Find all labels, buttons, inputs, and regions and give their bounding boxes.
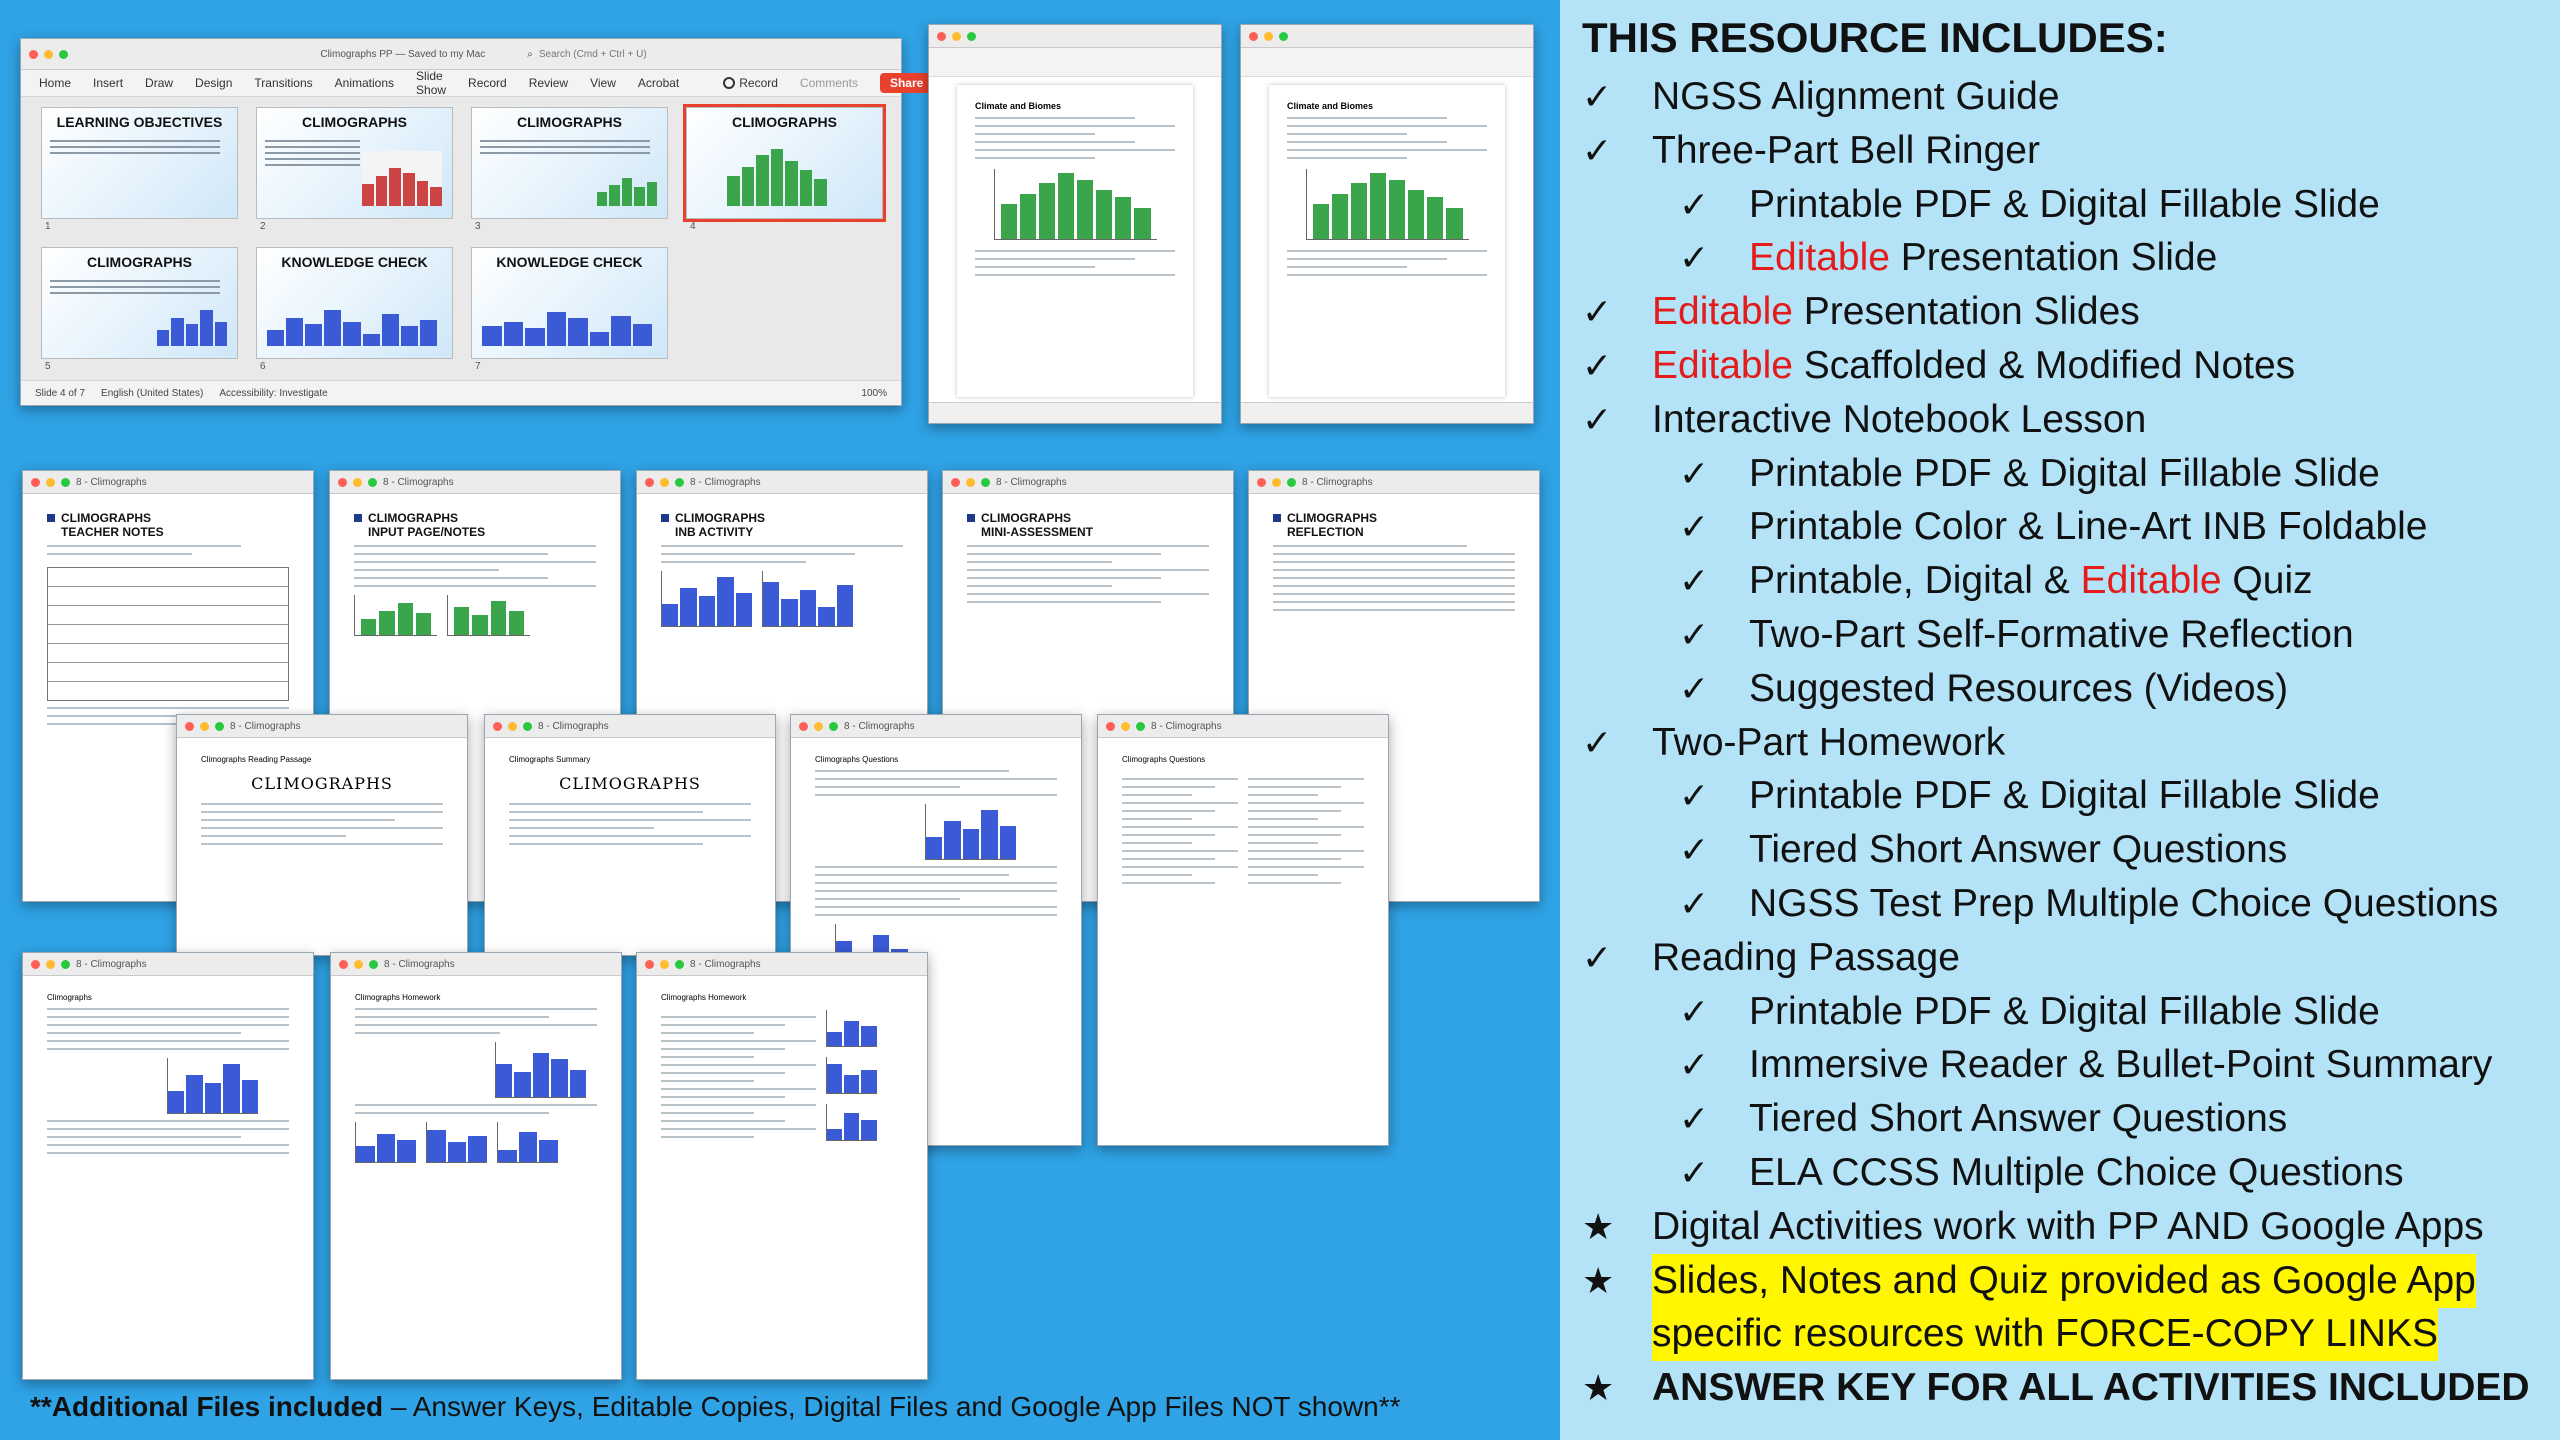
zoom-icon[interactable] [61,960,70,969]
minimize-icon[interactable] [1121,722,1130,731]
close-icon[interactable] [799,722,808,731]
checkmark-icon: ✓ [1679,1152,1710,1193]
climograph-thumbnail [826,1057,877,1094]
ribbon-menu [21,69,924,97]
star-icon: ★ [1582,1205,1615,1247]
doc-name: Climographs Summary [509,755,591,764]
bullet-square [1273,514,1281,522]
climograph-thumbnail [994,169,1157,240]
menu-animations[interactable]: Animations [334,76,395,90]
footer-rest: – Answer Keys, Editable Copies, Digital Files and Google App Files NOT shown** [383,1391,1401,1422]
item-text: Two-Part Self-Formative Reflection [1749,613,2354,656]
minimize-icon[interactable] [660,960,669,969]
item-text: Slides, Notes and Quiz provided as Google App [1652,1258,2476,1302]
title-bar [637,471,927,494]
app-title: 8 - Climographs [690,476,761,488]
resource-item [1652,1200,2484,1254]
resource-item [1652,716,2005,770]
slide-thumbnail[interactable] [471,107,668,219]
bullet-square [967,514,975,522]
resource-item [1749,877,2498,931]
title-bar [177,715,467,738]
zoom-icon[interactable] [369,960,378,969]
minimize-icon[interactable] [46,960,55,969]
title-bar [1098,715,1388,738]
minimize-icon[interactable] [200,722,209,731]
item-text: NGSS Test Prep Multiple Choice Questions [1749,882,2499,925]
resource-item [1749,608,2354,662]
record-label: Record [739,76,778,90]
slide-title: CLIMOGRAPHS [732,114,837,130]
app-title: 8 - Climographs [230,720,301,732]
slide-sorter [21,97,901,381]
doc-title: CLIMOGRAPHS [559,774,701,793]
title-bar [943,471,1233,494]
close-icon[interactable] [31,478,40,487]
item-text: Reading Passage [1652,935,1960,979]
climograph-thumbnail [762,571,853,627]
checkmark-icon: ✓ [1679,614,1710,655]
slide-thumbnail-selected[interactable] [686,107,883,219]
item-text: Printable Color & Line-Art INB Foldable [1749,505,2428,549]
slide-number: 5 [45,361,51,372]
resource-item [1749,662,2288,716]
footer-bold: **Additional Files included [30,1391,384,1422]
document-page [1110,745,1376,1135]
doc-title: CLIMOGRAPHS [981,511,1071,525]
menu-review[interactable]: Review [528,76,569,90]
document-page [343,983,609,1369]
resource-item [1749,769,2380,823]
climograph-thumbnail [661,571,752,627]
checkmark-icon: ✓ [1582,291,1613,333]
resource-item [1749,1146,2404,1200]
app-title: 8 - Climographs [690,958,761,970]
checkmark-icon: ✓ [1679,560,1710,602]
bullet-square [661,514,669,522]
doc-name: Climographs Questions [1122,755,1206,764]
reading-mc-questions-window[interactable] [1097,714,1389,1146]
document-page [189,745,455,945]
bell-ringer-key-doc-window[interactable] [1240,24,1534,424]
item-text: specific resources with FORCE-COPY LINKS [1652,1312,2438,1356]
document-page [497,745,763,945]
minimize-icon[interactable] [1272,478,1281,487]
minimize-icon[interactable] [508,722,517,731]
checkmark-icon: ✓ [1582,721,1613,763]
doc-title: CLIMOGRAPHS [1287,511,1377,525]
resource-item [1749,178,2380,232]
document-page [957,85,1193,397]
minimize-icon[interactable] [952,32,961,41]
climograph-thumbnail [426,1122,487,1163]
item-text: Digital Activities work with PP AND Google Apps [1652,1204,2484,1248]
checkmark-icon: ✓ [1582,936,1613,978]
resource-item [1652,70,2060,124]
homework-part-a-window[interactable] [22,952,314,1380]
menu-home[interactable]: Home [39,76,72,90]
resource-item [1749,500,2427,554]
close-icon[interactable] [339,960,348,969]
document-page [1269,85,1505,397]
checkmark-icon: ✓ [1679,829,1710,871]
climograph-thumbnail [925,804,1016,860]
climograph-thumbnail [1306,169,1469,240]
minimize-icon[interactable] [1264,32,1273,41]
menu-acrobat[interactable]: Acrobat [637,76,680,90]
share-button[interactable]: Share [880,73,933,93]
slide-title: CLIMOGRAPHS [517,114,622,130]
app-title: 8 - Climographs [384,958,455,970]
doc-heading: Climate and Biomes [1287,101,1374,111]
slide-counter: Slide 4 of 7 [35,387,86,399]
item-text: Two-Part Homework [1652,720,2006,764]
status-bar [1241,402,1533,423]
close-icon[interactable] [1249,32,1258,41]
doc-subtitle: MINI-ASSESSMENT [981,525,1094,539]
doc-name: Climographs Questions [815,755,899,764]
minimize-icon[interactable] [814,722,823,731]
bullet-square [47,514,55,522]
slide-title: LEARNING OBJECTIVES [56,114,223,130]
menu-record[interactable]: Record [468,76,507,90]
checkmark-icon: ✓ [1679,775,1710,817]
record-icon [723,77,735,89]
checkmark-icon: ✓ [1582,398,1613,440]
zoom-icon[interactable] [59,50,68,59]
item-text: Immersive Reader & Bullet-Point Summary [1749,1043,2493,1087]
doc-heading: Climate and Biomes [975,101,1062,111]
editable-highlight: Editable [1652,344,1793,387]
doc-subtitle: TEACHER NOTES [61,525,164,539]
zoom-icon[interactable] [1136,722,1145,731]
homework-part-b-window[interactable] [330,952,622,1380]
item-text: Presentation Slide [1889,236,2218,280]
checkmark-icon: ✓ [1582,129,1613,171]
homework-mc-window[interactable] [636,952,928,1380]
item-text: Printable, Digital & [1749,559,2081,603]
resource-item [1749,231,2217,285]
zoom-icon[interactable] [1287,478,1296,487]
slide-thumbnail[interactable] [41,247,238,359]
item-text: NGSS Alignment Guide [1652,75,2060,118]
zoom-icon[interactable] [368,478,377,487]
bullet-square [354,514,362,522]
reading-passage-window[interactable] [176,714,468,956]
item-text: Tiered Short Answer Questions [1749,828,2288,872]
zoom-icon[interactable] [675,478,684,487]
title-bar [1241,25,1533,48]
star-icon: ★ [1582,1259,1615,1301]
accessibility-indicator[interactable]: Accessibility: Investigate [219,387,328,399]
title-bar [791,715,1081,738]
resource-item [1749,1038,2492,1092]
climograph-thumbnail [355,1122,416,1163]
resource-item [1749,823,2287,877]
climograph-thumbnail [167,1058,258,1114]
item-text: ELA CCSS Multiple Choice Questions [1749,1151,2404,1194]
item-text: Printable PDF & Digital Fillable Slide [1749,989,2380,1033]
minimize-icon[interactable] [46,478,55,487]
checkmark-icon: ✓ [1679,237,1710,279]
checkmark-icon: ✓ [1679,667,1710,709]
doc-title: CLIMOGRAPHS [368,511,458,525]
search-icon: ⌕ [527,48,533,60]
slide-number: 6 [260,361,266,372]
slide-thumbnail[interactable] [256,107,453,219]
resource-item [1749,554,2313,608]
language-indicator[interactable]: English (United States) [101,387,204,399]
climograph-thumbnail [826,1010,877,1047]
title-bar [331,953,621,976]
close-icon[interactable] [645,478,654,487]
app-title: 8 - Climographs [844,720,915,732]
resource-list-panel [1560,0,2560,1440]
resource-item [1652,124,2040,178]
checkmark-icon: ✓ [1582,345,1613,386]
slide-title: CLIMOGRAPHS [87,254,192,270]
record-button[interactable] [723,76,778,90]
status-bar [21,380,901,405]
doc-title: CLIMOGRAPHS [61,511,151,525]
app-title: 8 - Climographs [1302,476,1373,488]
app-title: 8 - Climographs [996,476,1067,488]
close-icon[interactable] [937,32,946,41]
resource-item [1652,1254,2476,1308]
item-text: Quiz [2221,559,2313,603]
slide-thumbnail[interactable] [41,107,238,219]
item-text: Printable PDF & Digital Fillable Slide [1749,451,2380,495]
app-title: 8 - Climographs [1151,720,1222,732]
slide-title: CLIMOGRAPHS [302,114,407,130]
resource-item [1749,447,2380,501]
item-text: Three-Part Bell Ringer [1652,128,2040,172]
resource-item [1749,985,2380,1039]
item-text: Presentation Slides [1792,290,2140,334]
item-text: Interactive Notebook Lesson [1652,397,2147,441]
doc-subtitle: INB ACTIVITY [675,525,754,539]
document-page [35,983,301,1369]
close-icon[interactable] [493,722,502,731]
zoom-icon[interactable] [967,32,976,41]
zoom-icon[interactable] [61,478,70,487]
climograph-thumbnail [826,1104,877,1141]
ribbon [929,48,1221,77]
resource-item [1749,1092,2287,1146]
resource-heading: THIS RESOURCE INCLUDES: [1582,14,2168,61]
powerpoint-window[interactable] [20,38,924,406]
resource-item [1652,931,1960,985]
slide-title: KNOWLEDGE CHECK [496,254,643,270]
checkmark-icon: ✓ [1679,1098,1710,1140]
title-bar [485,715,775,738]
ribbon [1241,48,1533,77]
close-icon[interactable] [338,478,347,487]
zoom-icon[interactable] [523,722,532,731]
editable-highlight: Editable [1749,236,1890,280]
resource-item [1652,1307,2438,1361]
menu-design[interactable]: Design [195,76,233,90]
menu-draw[interactable]: Draw [145,76,174,90]
menu-insert[interactable]: Insert [93,76,124,90]
checkmark-icon: ✓ [1582,76,1613,117]
comments-button[interactable]: Comments [799,76,858,90]
close-icon[interactable] [185,722,194,731]
search-field[interactable]: Search (Cmd + Ctrl + U) [538,48,647,60]
item-text: Printable PDF & Digital Fillable Slide [1749,182,2380,226]
close-icon[interactable] [1106,722,1115,731]
item-text: ANSWER KEY FOR ALL ACTIVITIES INCLUDED [1652,1366,2530,1410]
close-icon[interactable] [951,478,960,487]
doc-name: Climographs Homework [661,993,747,1002]
item-text: Printable PDF & Digital Fillable Slide [1749,774,2380,818]
reading-summary-window[interactable] [484,714,776,956]
app-title: 8 - Climographs [76,476,147,488]
zoom-icon[interactable] [215,722,224,731]
app-title: 8 - Climographs [538,720,609,732]
zoom-icon[interactable] [675,960,684,969]
resource-item [1652,393,2146,447]
star-icon: ★ [1582,1367,1615,1409]
doc-name: Climographs [47,993,92,1002]
menu-transitions[interactable]: Transitions [254,76,313,90]
minimize-icon[interactable] [353,478,362,487]
slide-thumbnail[interactable] [256,247,453,359]
minimize-icon[interactable] [660,478,669,487]
checkmark-icon: ✓ [1679,883,1710,924]
title-bar [21,39,901,70]
app-title: 8 - Climographs [76,958,147,970]
checkmark-icon: ✓ [1679,1044,1710,1086]
checkmark-icon: ✓ [1679,452,1710,494]
zoom-level[interactable]: 100% [861,387,887,399]
resource-item [1652,285,2140,339]
close-icon[interactable] [1257,478,1266,487]
zoom-icon[interactable] [1279,32,1288,41]
status-bar [929,402,1221,423]
zoom-icon[interactable] [829,722,838,731]
title-bar [1249,471,1539,494]
doc-name: Climographs Reading Passage [201,755,312,764]
footer-note [30,1391,1400,1423]
slide-thumbnail[interactable] [471,247,668,359]
doc-title: CLIMOGRAPHS [251,774,393,793]
slide-number: 4 [690,221,696,232]
item-text: Scaffolded & Modified Notes [1792,344,2296,387]
standards-table [47,567,289,701]
resource-item [1652,1361,2530,1415]
slide-number: 3 [475,221,481,232]
checkmark-icon: ✓ [1679,183,1710,225]
editable-highlight: Editable [2080,559,2222,603]
title-bar [23,953,313,976]
resource-item [1652,339,2295,393]
close-icon[interactable] [31,960,40,969]
slide-number: 7 [475,361,481,372]
slide-title: KNOWLEDGE CHECK [281,254,428,270]
menu-view[interactable]: View [590,76,616,90]
checkmark-icon: ✓ [1679,990,1710,1032]
editable-highlight: Editable [1652,290,1793,334]
minimize-icon[interactable] [44,50,53,59]
close-icon[interactable] [29,50,38,59]
window-title: Climographs PP — Saved to my Mac [320,48,486,60]
checkmark-icon: ✓ [1679,506,1710,548]
doc-subtitle: REFLECTION [1287,525,1364,539]
title-bar [330,471,620,494]
item-text: Suggested Resources (Videos) [1749,666,2289,710]
doc-title: CLIMOGRAPHS [675,511,765,525]
menu-slide-show[interactable]: Slide Show [416,69,447,97]
item-text: Tiered Short Answer Questions [1749,1097,2288,1141]
minimize-icon[interactable] [354,960,363,969]
slide-number: 2 [260,221,266,232]
zoom-icon[interactable] [981,478,990,487]
doc-name: Climographs Homework [355,993,441,1002]
close-icon[interactable] [645,960,654,969]
minimize-icon[interactable] [966,478,975,487]
slide-number: 1 [45,221,51,232]
bell-ringer-doc-window[interactable] [928,24,1222,424]
climograph-thumbnail [497,1122,558,1163]
app-title: 8 - Climographs [383,476,454,488]
title-bar [23,471,313,494]
title-bar [929,25,1221,48]
title-bar [637,953,927,976]
document-page [649,983,915,1369]
climograph-thumbnail [495,1042,586,1098]
doc-subtitle: INPUT PAGE/NOTES [368,525,486,539]
